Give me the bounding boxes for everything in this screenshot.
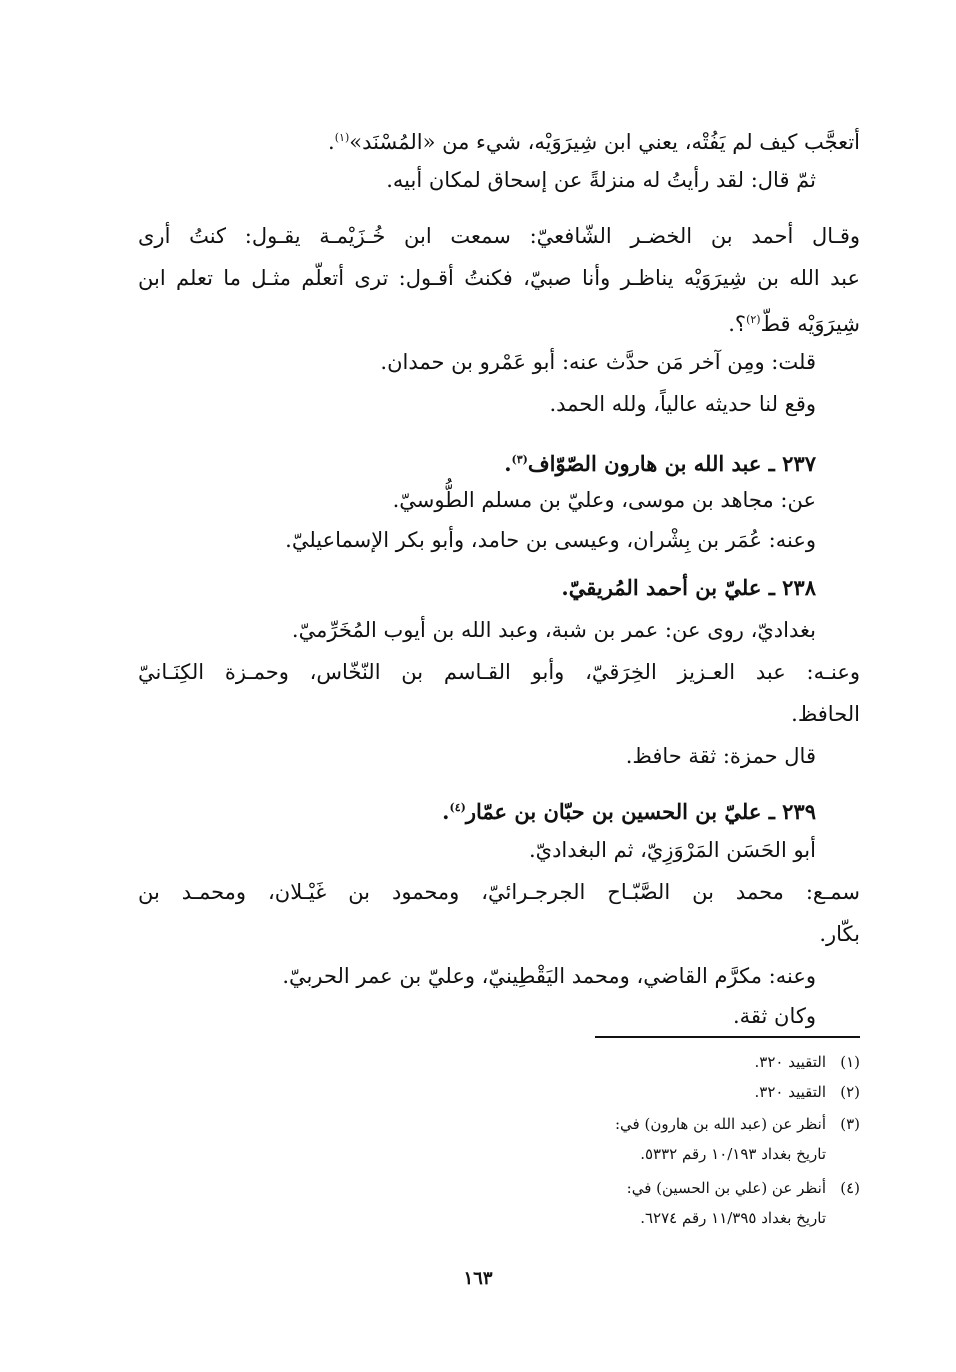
footnote-ref[interactable]: (٢) bbox=[746, 313, 761, 326]
text-line: بغداديّ، روى عن: عمر بن شبة، وعبد الله بن أيوب المُخَرِّميّ. bbox=[291, 618, 816, 642]
text-line: أتعجَّب كيف لم يَفُتْه، يعني ابن شِيرَوَيْه، شيء من «المُسْنَد»$^{(١)}$. bbox=[328, 130, 860, 154]
entry-heading-238: ٢٣٨ ـ عليّ بن أحمد المُريقيّ. bbox=[561, 575, 816, 600]
page-number: ١٦٣ bbox=[463, 1268, 493, 1289]
footnote-ref[interactable]: (٤) bbox=[449, 801, 466, 814]
text-line: الحافظ. bbox=[791, 702, 860, 726]
text-line: أبو الحَسَن المَرْوَزِيّ، ثم البغداديّ. bbox=[528, 838, 816, 862]
entry-heading-239: ٢٣٩ ـ عليّ بن الحسين بن حبّان بن عمّار$^{(٤)}$. bbox=[442, 799, 816, 824]
text-line: ثمّ قال: لقد رأيتُ له منزلةً عن إسحاق لمكان أبيه. bbox=[386, 168, 816, 192]
footnote-ref[interactable]: (٣) bbox=[511, 453, 528, 466]
footnote-4: (٤)أنظر عن (علي بن الحسين) في: bbox=[626, 1179, 860, 1197]
entry-heading-237: ٢٣٧ ـ عبد الله بن هارون الصّوّاف$^{(٣)}$. bbox=[504, 451, 816, 476]
footnote-ref[interactable]: (١) bbox=[334, 131, 350, 144]
footnote-3: (٣)أنظر عن (عبد الله بن هارون) في: bbox=[614, 1115, 860, 1133]
footnote-4-continuation: تاريخ بغداد ١١/٣٩٥ رقم ٦٢٧٤. bbox=[640, 1209, 826, 1227]
text-line: وعنـه: عبد العـزيز الخِرَقيّ، وأبو القـاسم بن النّخّاس، وحمـزة الكِنَـانيّ bbox=[138, 660, 860, 684]
footnote-2: (٢)التقييد ٣٢٠. bbox=[754, 1083, 860, 1101]
text-line: عن: مجاهد بن موسى، وعليّ بن مسلم الطُّوسيّ. bbox=[392, 488, 816, 512]
text-line: عبد الله بن شِيرَوَيْه يناظـر وأنا صبيّ، فكنتُ أقـول: ترى أتعلّم مثـل ما تعلم ابن bbox=[138, 266, 860, 290]
text-line: وعنه: مكرَّم القاضي، ومحمد اليَقْطِينيّ، وعليّ بن عمر الحربيّ. bbox=[282, 964, 816, 988]
footnote-3-continuation: تاريخ بغداد ١٠/١٩٣ رقم ٥٣٣٢. bbox=[640, 1145, 826, 1163]
text-line: وقـال أحمد بن الخضـر الشّافعيّ: سمعت ابن خُـزَيْمـة يقـول: كنتُ أرى bbox=[138, 224, 860, 248]
text-line: وقع لنا حديثه عالياً، ولله الحمد. bbox=[549, 392, 816, 416]
footnote-1: (١)التقييد ٣٢٠. bbox=[754, 1053, 860, 1071]
text-line: قلت: ومِن آخر مَن حدَّث عنه: أبو عَمْرو بن حمدان. bbox=[380, 350, 816, 374]
text-line: بكّار. bbox=[819, 922, 860, 946]
text-line: سمـع: محمد بن الصَّبّـاح الجرجـرائيّ، ومحمود بن غَيْـلان، ومحمـد بن bbox=[138, 880, 860, 904]
text-line: وكان ثقة. bbox=[732, 1004, 816, 1028]
text-line: شِيرَوَيْه قطّ$^{(٢)}$؟. bbox=[728, 312, 860, 336]
text-line: وعنه: عُمَر بن بِشْران، وعيسى بن حامد، وأبو بكر الإسماعيليّ. bbox=[285, 528, 816, 552]
text-line: قال حمزة: ثقة حافظ. bbox=[625, 744, 816, 768]
footnote-divider bbox=[595, 1036, 860, 1038]
